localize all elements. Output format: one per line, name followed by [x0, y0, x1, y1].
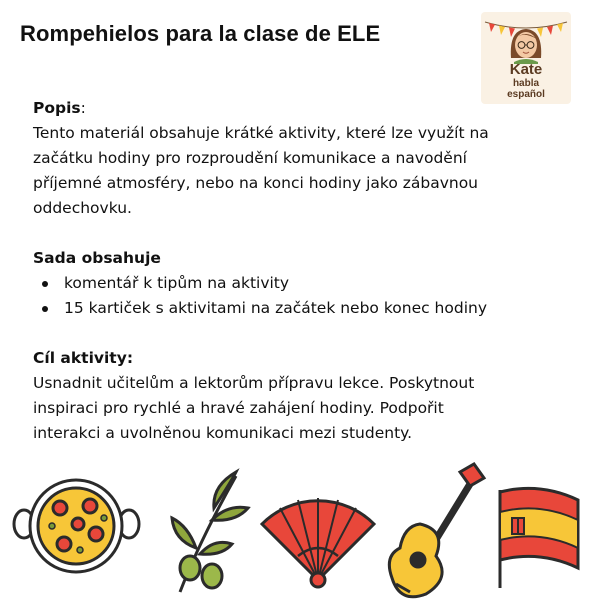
description-line: oddechovku. [33, 199, 132, 217]
spain-flag-icon [500, 488, 578, 588]
contents-list [33, 271, 583, 321]
goal-line: interakci a uvolněnou komunikaci mezi studenty. [33, 424, 413, 442]
logo-line-2: español [507, 89, 545, 100]
description-first-line [33, 96, 583, 121]
list-item: komentář k tipům na aktivity [33, 271, 583, 296]
hand-fan-icon [262, 498, 374, 587]
page-title: Rompehielos para la clase de ELE [20, 21, 381, 46]
contents-heading: Sada obsahuje [33, 249, 161, 267]
description-section [33, 96, 583, 221]
goal-section [33, 346, 583, 446]
main-content [33, 96, 583, 446]
logo-line-1: habla [512, 78, 540, 89]
guitar-icon [389, 464, 484, 597]
description-separator: : [80, 99, 86, 117]
logo-name: Kate [509, 61, 543, 78]
list-item: 15 kartiček s aktivitami na začátek nebo konec hodiny [33, 296, 583, 321]
description-line: Tento materiál obsahuje krátké aktivity, které lze využít na [33, 124, 489, 142]
description-line: příjemné atmosféry, nebo na konci hodiny jako zábavnou [33, 174, 479, 192]
olive-branch-icon [172, 472, 248, 592]
description-line: začátku hodiny pro rozproudění komunikace a navodění [33, 149, 467, 167]
spanish-illustrations [0, 460, 600, 600]
kate-habla-espanol-logo [481, 12, 571, 104]
contents-section [33, 246, 583, 321]
goal-heading: Cíl aktivity: [33, 349, 134, 367]
goal-line: inspiraci pro rychlé a hravé zahájení hodiny. Podpořit [33, 399, 444, 417]
description-heading: Popis [33, 99, 81, 117]
goal-line: Usnadnit učitelům a lektorům přípravu lekce. Poskytnout [33, 374, 475, 392]
paella-pan-icon [14, 480, 139, 572]
